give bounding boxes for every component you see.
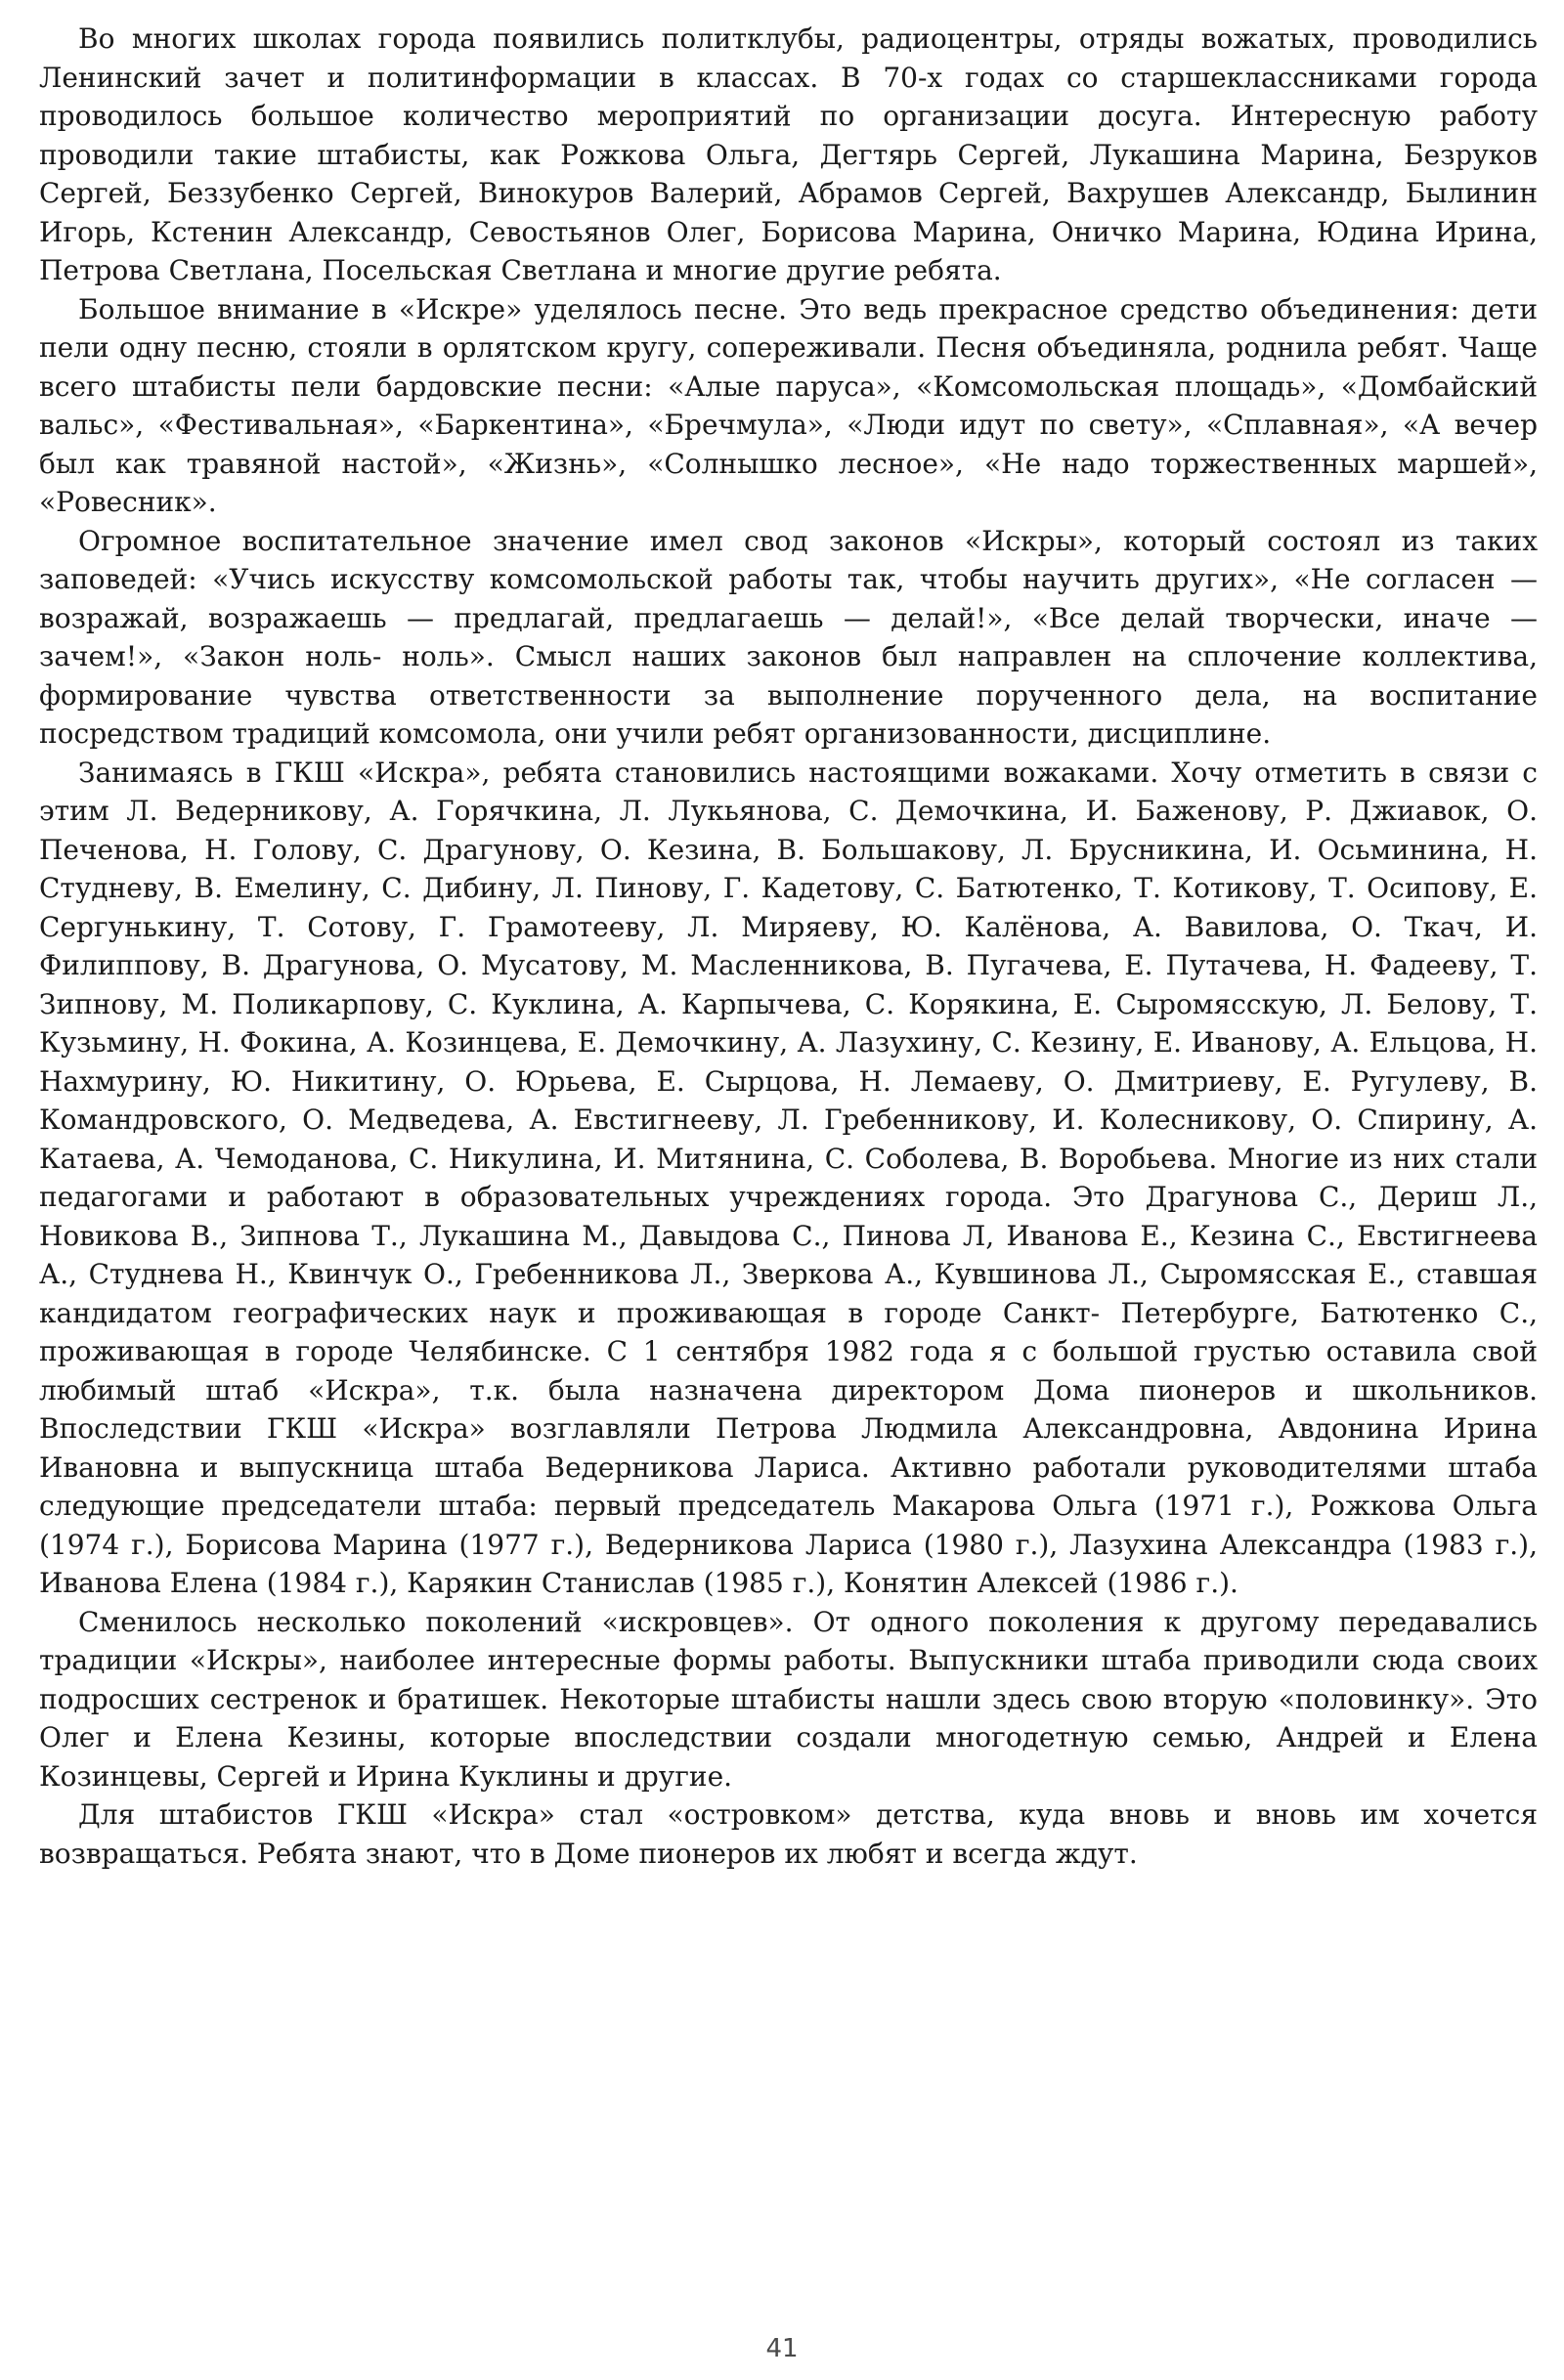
page-number: 41 — [765, 2334, 799, 2363]
paragraph-generations: Сменилось несколько поколений «искровцев». От одного поколения к другому передавались традиции «Искры», наиболее интересные формы работы. Выпускники штаба приводили сюда своих подросших сестренок и братишек. Некоторые штабисты нашли здесь свою вторую «половинку». Это Олег и Елена Кезины, которые впоследствии создали многодетную семью, Андрей и Елена Козинцевы, Сергей и Ирина Куклины и другие. — [39, 1605, 1538, 1793]
paragraph-leaders: Занимаясь в ГКШ «Искра», ребята становились настоящими вожаками. Хочу отметить в связи с этим Л. Ведерникову, А. Горячкина, Л. Лукьянова, С. Демочкина, И. Баженову, Р. Джиавок, О. Печенова, Н. Голову, С. Драгунову, О. Кезина, В. Большакову, Л. Брусникина, И. Осьминина, Н. Студневу, В. Емелину, С. Дибину, Л. Пинову, Г. Кадетову, С. Батютенко, Т. Котикову, Т. Осипову, Е. Сергунькину, Т. Сотову, Г. Грамотееву, Л. Миряеву, Ю. Калёнова, А. Вавилова, О. Ткач, И. Филиппову, В. Драгунова, О. Мусатову, М. Масленникова, В. Пугачева, Е. Путачева, Н. Фадееву, Т. Зипнову, М. Поликарпову, С. Куклина, А. Карпычева, С. Корякина, Е. Сыромясскую, Л. Белову, Т. Кузьмину, Н. Фокина, А. Козинцева, Е. Демочкину, А. Лазухину, С. Кезину, Е. Иванову, А. Ельцова, Н. Нахмурину, Ю. Никитину, О. Юрьева, Е. Сырцова, Н. Лемаеву, О. Дмитриеву, Е. Ругулеву, В. Командровского, О. Медведева, А. Евстигнееву, Л. Гребенникову, И. Колесникову, О. Спирину, А. Катаева, А. Чемоданова, С. Никулина, И. Митянина, С. Соболева, В. Воробьева. Многие из них стали педагогами и работают в образовательных учреждениях города. Это Драгунова С., Дериш Л., Новикова В., Зипнова Т., Лукашина М., Давыдова С., Пинова Л, Иванова Е., Кезина С., Евстигнеева А., Студнева Н., Квинчук О., Гребенникова Л., Зверкова А., Кувшинова Л., Сыромясская Е., ставшая кандидатом географических наук и проживающая в городе Санкт- Петербурге, Батютенко С., проживающая в городе Челябинске. С 1 сентября 1982 года я с большой грустью оставила свой любимый штаб «Искра», т.к. была назначена директором Дома пионеров и школьников. Впоследствии ГКШ «Искра» возглавляли Петрова Людмила Александровна, Авдонина Ирина Ивановна и выпускница штаба Ведерникова Лариса. Активно работали руководителями штаба следующие председатели штаба: первый председатель Макарова Ольга (1971 г.), Рожкова Ольга (1974 г.), Борисова Марина (1977 г.), Ведерникова Лариса (1980 г.), Лазухина Александра (1983 г.), Иванова Елена (1984 г.), Карякин Станислав (1985 г.), Конятин Алексей (1986 г.). — [39, 756, 1538, 1599]
paragraph-laws: Огромное воспитательное значение имел свод законов «Искры», который состоял из таких заповедей: «Учись искусству комсомольской работы так, чтобы научить других», «Не согласен — возражай, возражаешь — предлагай, предлагаешь — делай!», «Все делай творчески, иначе — зачем!», «Закон ноль- ноль». Смысл наших законов был направлен на сплочение коллектива, формирование чувства ответственности за выполнение порученного дела, на воспитание посредством традиций комсомола, они учили ребят организованности, дисциплине. — [39, 524, 1538, 750]
paragraph-closing: Для штабистов ГКШ «Искра» стал «островком» детства, куда вновь и вновь им хочется возвращаться. Ребята знают, что в Доме пионеров их любят и всегда ждут. — [39, 1798, 1538, 1870]
paragraph-songs: Большое внимание в «Искре» уделялось песне. Это ведь прекрасное средство объединения: дети пели одну песню, стояли в орлятском кругу, сопереживали. Песня объединяла, роднила ребят. Чаще всего штабисты пели бардовские песни: «Алые паруса», «Комсомольская площадь», «Домбайский вальс», «Фестивальная», «Баркентина», «Бречмула», «Люди идут по свету», «Сплавная», «А вечер был как травяной настой», «Жизнь», «Солнышко лесное», «Не надо торжественных маршей», «Ровесник». — [39, 292, 1538, 518]
body-text — [39, 20, 1538, 1873]
paragraph-clubs: Во многих школах города появились политклубы, радиоцентры, отряды вожатых, проводились Ленинский зачет и политинформации в классах. В 70-х годах со старшеклассниками города проводилось большое количество мероприятий по организации досуга. Интересную работу проводили такие штабисты, как Рожкова Ольга, Дегтярь Сергей, Лукашина Марина, Безруков Сергей, Беззубенко Сергей, Винокуров Валерий, Абрамов Сергей, Вахрушев Александр, Былинин Игорь, Кстенин Александр, Севостьянов Олег, Борисова Марина, Оничко Марина, Юдина Ирина, Петрова Светлана, Посельская Светлана и многие другие ребята. — [39, 22, 1538, 286]
